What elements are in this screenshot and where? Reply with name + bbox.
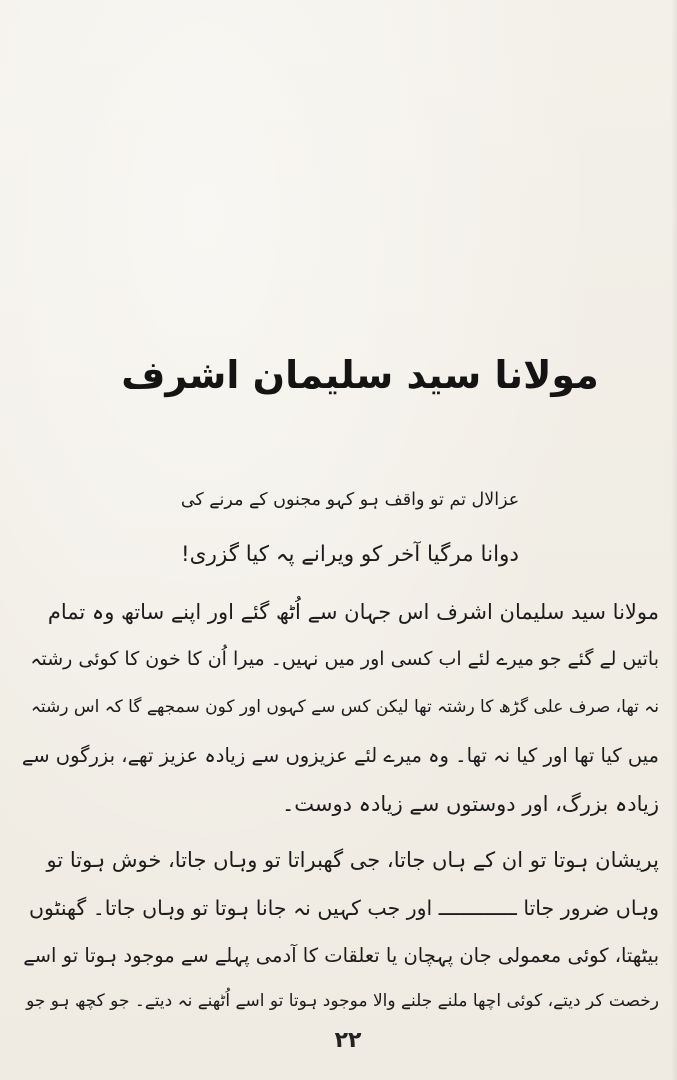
paragraph-line: زیادہ بزرگ، اور دوستوں سے زیادہ دوست۔ (281, 792, 659, 816)
paragraph-line: وہاں ضرور جاتا ـــــــــــــ اور جب کہیں نہ جانا ہوتا تو وہاں جاتا۔ گھنٹوں (28, 896, 659, 920)
page-number: ۲۲ (334, 1028, 362, 1053)
paragraph-line: میں کیا تھا اور کیا نہ تھا۔ وہ میرے لئے عزیزوں سے زیادہ عزیز تھے، بزرگوں سے (21, 744, 659, 767)
paragraph-line: نہ تھا، صرف علی گڑھ کا رشتہ تھا لیکن کس سے کہوں اور کون سمجھے گا کہ اس رشتہ (30, 697, 659, 717)
paragraph-line: مولانا سید سلیمان اشرف اس جہان سے اُٹھ گئے اور اپنے ساتھ وہ تمام (47, 600, 659, 624)
paragraph-line: بیٹھتا، کوئی معمولی جان پہچان یا تعلقات کا آدمی پہلے سے موجود ہوتا تو اسے (23, 944, 659, 967)
paragraph-line: رخصت کر دیتے، کوئی اچھا ملنے جلنے والا موجود ہوتا تو اسے اُٹھنے نہ دیتے۔ جو کچھ ہو جو (26, 991, 659, 1011)
couplet-line-1: عزالال تم تو واقف ہو کہو مجنوں کے مرنے کی (180, 490, 520, 510)
paragraph-line: پریشان ہوتا تو ان کے ہاں جاتا، جی گھبراتا تو وہاں جاتا، خوش ہوتا تو (46, 848, 659, 872)
paragraph-line: باتیں لے گئے جو میرے لئے اب کسی اور میں نہیں۔ میرا اُن کا خون کا کوئی رشتہ (30, 648, 659, 670)
chapter-title: مولانا سید سلیمان اشرف (121, 353, 599, 397)
couplet-line-2: دوانا مرگیا آخر کو ویرانے پہ کیا گزری! (181, 542, 519, 567)
